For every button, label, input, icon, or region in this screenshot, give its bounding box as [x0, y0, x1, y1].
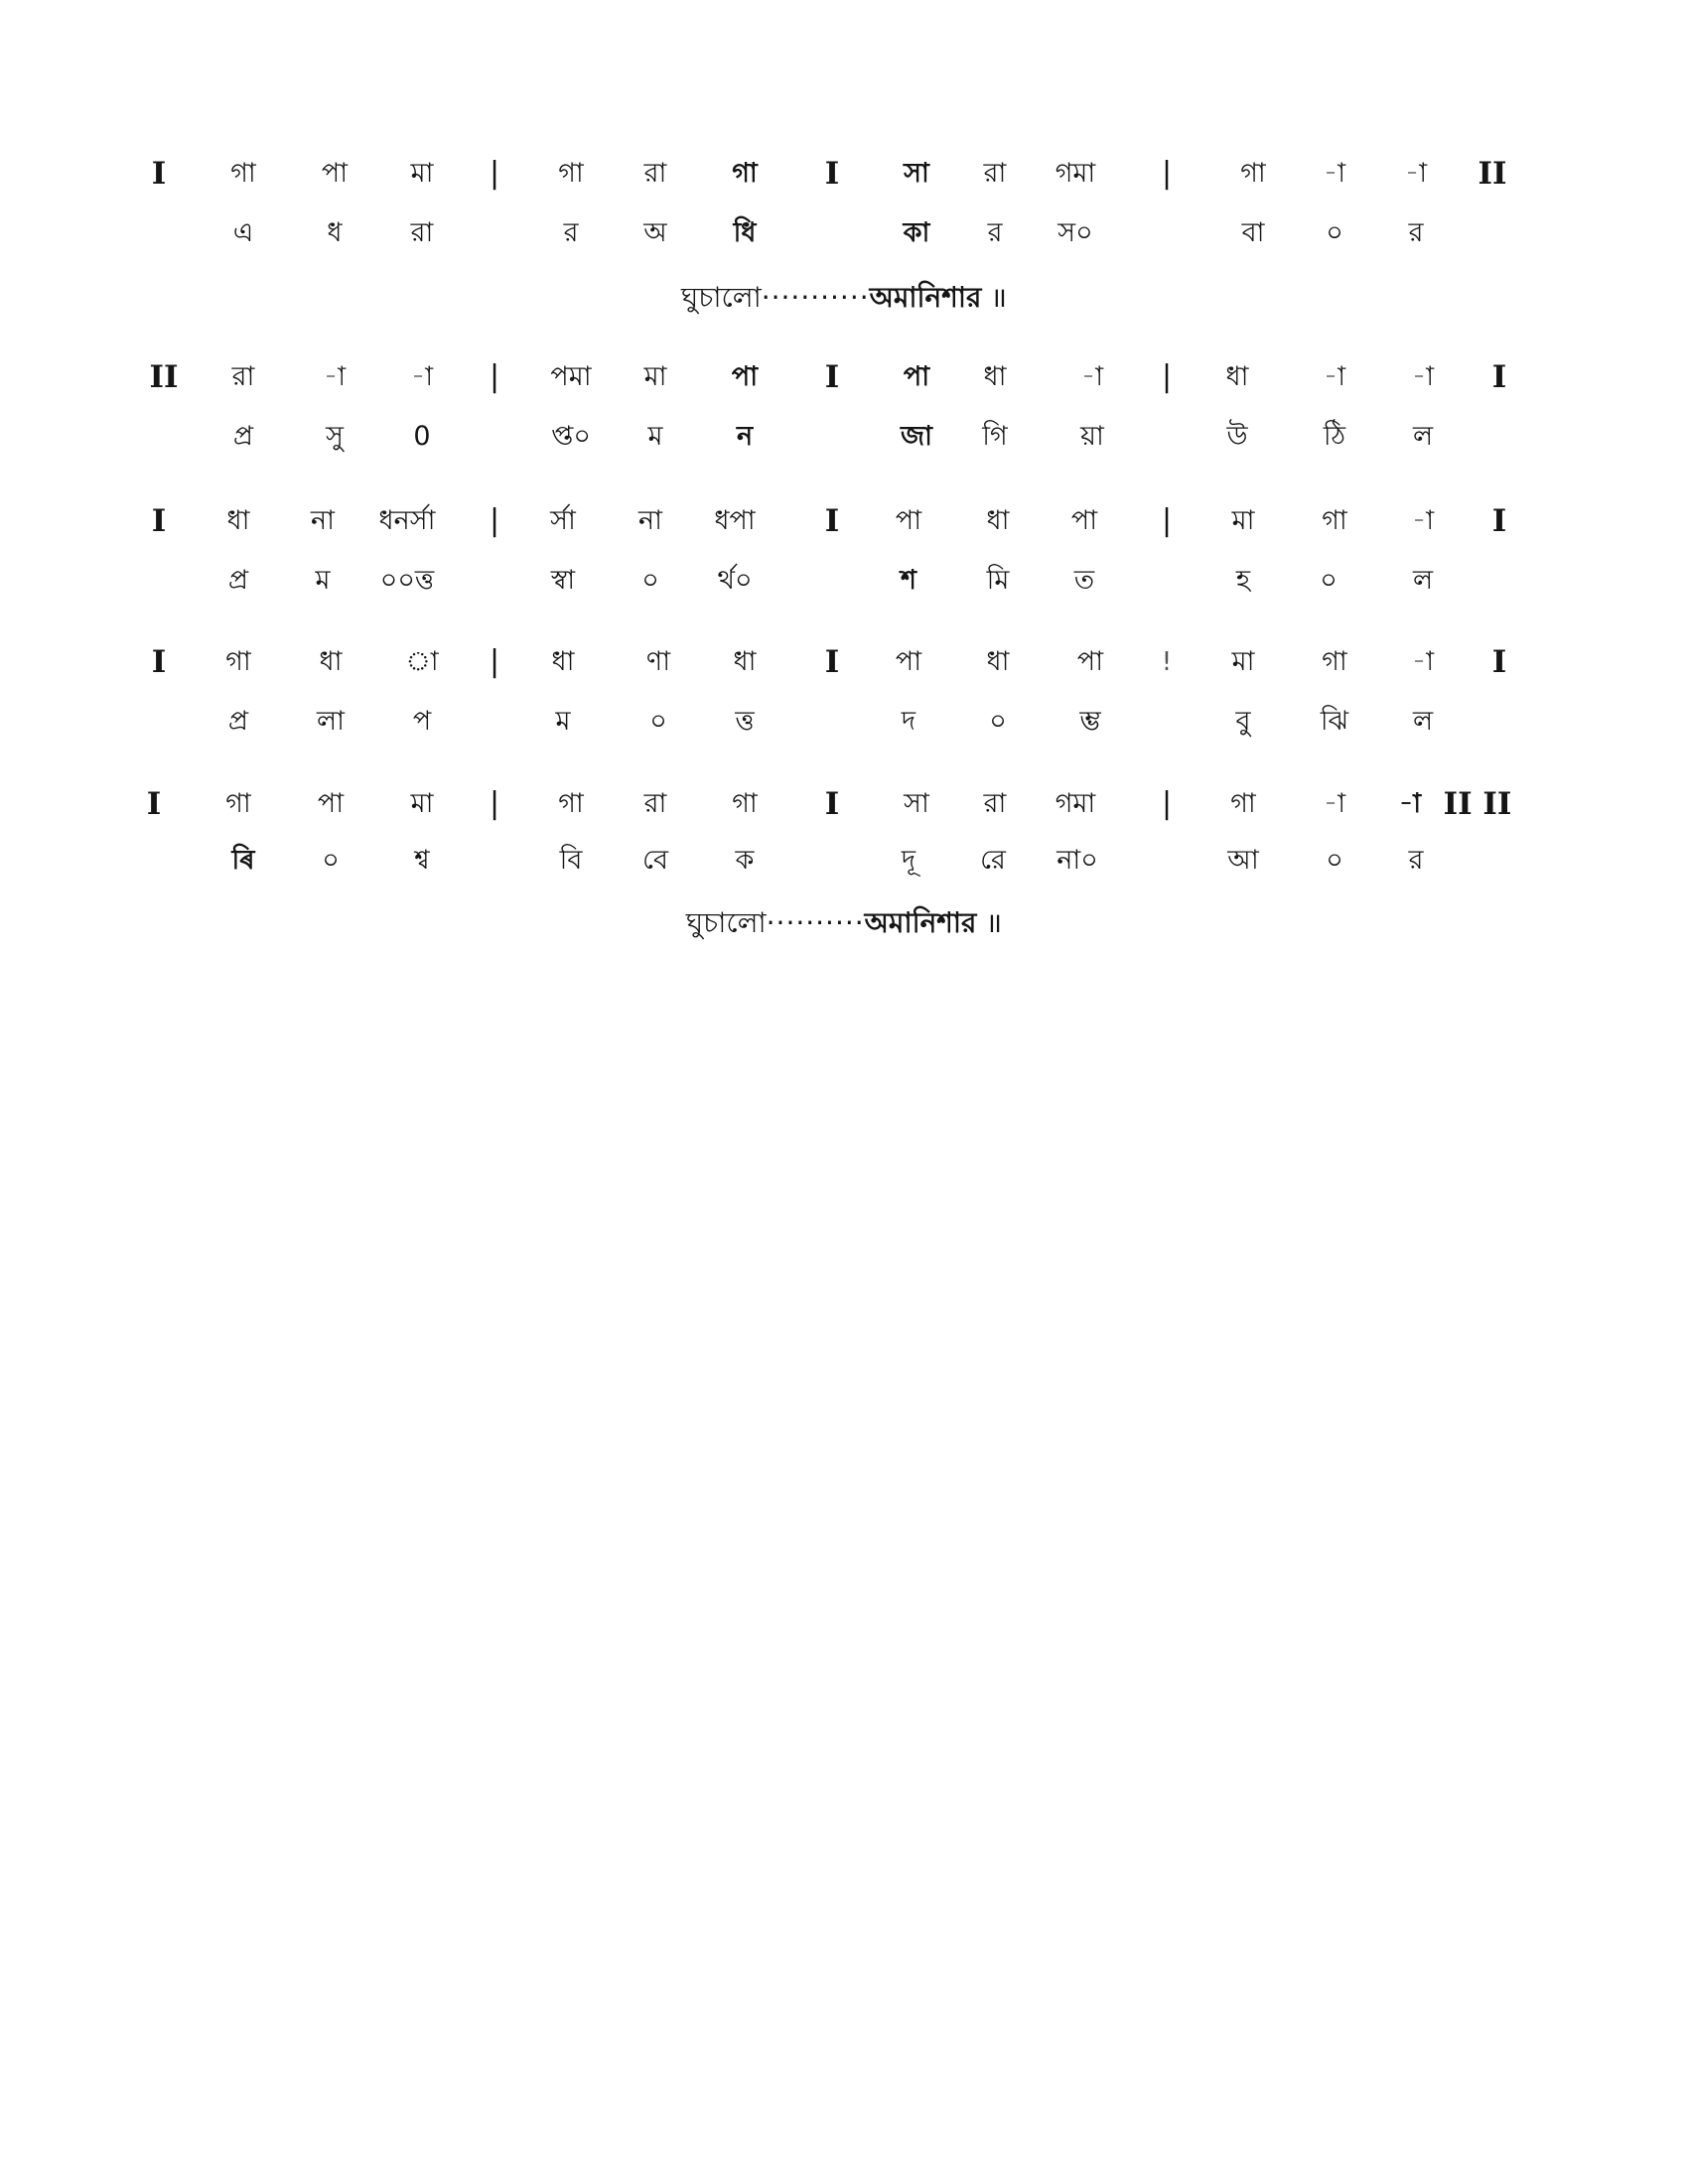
swara-note: পা	[731, 361, 759, 392]
swara-note: মা	[1231, 505, 1255, 536]
lyric-syllable: প্র	[232, 421, 254, 452]
swara-note: গা	[1230, 788, 1256, 819]
beat-bar: |	[489, 359, 500, 394]
lyric-syllable: মি	[986, 565, 1010, 596]
swara-note: ধপা	[714, 505, 756, 536]
lyric-syllable: সু	[326, 421, 344, 452]
swara-note: -া	[1323, 788, 1346, 819]
swara-note: পা	[321, 158, 349, 189]
refrain-left: ঘুচালো	[685, 906, 767, 939]
swara-note: মা	[643, 361, 667, 392]
lyric-syllable: র	[1408, 845, 1424, 876]
swara-note: গা	[1322, 646, 1347, 677]
swara-note: -া	[1398, 788, 1422, 819]
lyric-syllable: প	[412, 706, 432, 737]
swara-note: র্সা	[550, 505, 576, 536]
lyric-syllable: ত্ত	[735, 706, 755, 737]
lyric-syllable: ম	[555, 706, 571, 737]
end-bar: I	[1491, 359, 1507, 395]
lyric-syllable: ০	[649, 706, 667, 737]
lyric-syllable: য়া	[1080, 421, 1104, 452]
lyric-syllable: র	[1408, 217, 1424, 248]
swara-note: রা	[983, 788, 1007, 819]
refrain-end-mark: ॥	[985, 906, 1003, 939]
refrain-line	[0, 898, 1688, 948]
swara-note: পা	[895, 646, 922, 677]
lyric-syllable: দ	[901, 706, 916, 737]
swara-note: ধা	[319, 646, 343, 677]
lyric-syllable: ঠি	[1323, 421, 1346, 452]
lyric-syllable: বু	[1235, 706, 1251, 737]
lyric-syllable: ল	[1412, 706, 1434, 737]
start-bar: II	[149, 359, 179, 395]
lyric-syllable: অ	[643, 217, 667, 248]
lyric-syllable: লা	[317, 706, 345, 737]
refrain-line	[0, 273, 1688, 323]
lyric-syllable: ০০ত্ত	[379, 565, 435, 596]
lyric-syllable: শ্ব	[414, 845, 430, 876]
lyric-row	[0, 697, 1688, 747]
section-bar: I	[824, 644, 840, 680]
swara-note: গা	[1240, 158, 1266, 189]
lyric-syllable: উ	[1226, 421, 1248, 452]
lyric-syllable: রা	[410, 217, 434, 248]
swara-note: রা	[231, 361, 255, 392]
swara-note: রা	[643, 788, 667, 819]
swara-note: -া	[410, 361, 434, 392]
swara-note: গা	[1322, 505, 1347, 536]
start-bar: I	[151, 156, 167, 192]
lyric-syllable: ০	[322, 845, 340, 876]
lyric-syllable: ম	[315, 565, 331, 596]
swara-note: ণা	[645, 646, 671, 677]
swara-note: ধা	[986, 646, 1010, 677]
lyric-syllable: ০	[1326, 845, 1343, 876]
swara-row	[0, 496, 1688, 546]
refrain-end-mark: ॥	[990, 281, 1008, 314]
lyric-syllable: র্থ০	[717, 565, 753, 596]
section-bar: I	[824, 359, 840, 395]
start-bar: I	[151, 503, 167, 539]
lyric-syllable: শ	[901, 565, 916, 596]
swara-row	[0, 779, 1688, 829]
lyric-syllable: ক	[735, 845, 755, 876]
refrain-left: ঘুচালো	[680, 281, 762, 314]
lyric-syllable: ম্ভ	[1079, 706, 1101, 737]
swara-note: পা	[1076, 646, 1104, 677]
lyric-syllable: ম	[647, 421, 663, 452]
start-bar: I	[151, 644, 167, 680]
swara-note: গা	[732, 158, 758, 189]
lyric-syllable: স্বা	[550, 565, 576, 596]
swara-note: -া	[1323, 361, 1346, 392]
swara-note: মা	[410, 788, 434, 819]
lyric-syllable: আ	[1227, 845, 1259, 876]
lyric-syllable: রে	[980, 845, 1006, 876]
lyric-syllable: বা	[1241, 217, 1265, 248]
swara-note: না	[638, 505, 662, 536]
swara-row	[0, 149, 1688, 199]
section-bar: I	[824, 156, 840, 192]
swara-note: -া	[323, 361, 347, 392]
beat-bar: |	[1161, 786, 1173, 821]
beat-bar: |	[489, 156, 500, 191]
lyric-syllable: ধি	[733, 217, 757, 248]
lyric-syllable: ০	[989, 706, 1007, 737]
swara-note: পা	[1070, 505, 1098, 536]
swara-note: গা	[230, 158, 256, 189]
beat-bar: |	[489, 786, 500, 821]
lyric-syllable: বি	[559, 845, 583, 876]
lyric-syllable: প্র	[227, 565, 249, 596]
section-bar: I	[824, 503, 840, 539]
swara-note: গা	[558, 158, 584, 189]
swara-note: গমা	[1055, 788, 1096, 819]
lyric-row	[0, 208, 1688, 258]
lyric-syllable: না০	[1056, 845, 1098, 876]
start-bar: I	[146, 786, 162, 822]
swara-note: সা	[904, 158, 929, 189]
refrain-right: অমানিশার	[869, 281, 982, 314]
lyric-syllable: ৰি	[231, 845, 255, 876]
lyric-row	[0, 556, 1688, 606]
swara-note: -া	[1323, 158, 1346, 189]
swara-note: মা	[1231, 646, 1255, 677]
lyric-row	[0, 412, 1688, 462]
swara-note: গা	[558, 788, 584, 819]
swara-note: পা	[317, 788, 345, 819]
swara-note: ধা	[551, 646, 575, 677]
lyric-syllable: গি	[982, 421, 1008, 452]
lyric-syllable: ধ	[327, 217, 343, 248]
lyric-syllable: প্র	[227, 706, 249, 737]
lyric-syllable: ল	[1412, 421, 1434, 452]
swara-note: ধনর্সা	[378, 505, 436, 536]
swara-row	[0, 637, 1688, 687]
swara-note: গমা	[1055, 158, 1096, 189]
swara-note: -া	[1080, 361, 1104, 392]
beat-bar: |	[489, 644, 500, 679]
swara-note: ধা	[986, 505, 1010, 536]
beat-bar: !	[1161, 647, 1173, 677]
swara-note: পা	[903, 361, 930, 392]
beat-bar: |	[1161, 503, 1173, 538]
swara-note: া	[405, 646, 439, 677]
swara-note: রা	[643, 158, 667, 189]
lyric-syllable: ০	[1320, 565, 1337, 596]
lyric-syllable: ত	[1073, 565, 1095, 596]
swara-note: না	[311, 505, 335, 536]
lyric-syllable: জা	[901, 421, 932, 452]
swara-note: ধা	[226, 505, 250, 536]
end-bar: I	[1491, 644, 1507, 680]
lyric-row	[0, 836, 1688, 886]
lyric-syllable: ০	[641, 565, 659, 596]
swara-row	[0, 352, 1688, 402]
end-bar: II II	[1443, 786, 1512, 822]
swara-note: -া	[1411, 505, 1435, 536]
swara-note: গা	[732, 788, 758, 819]
lyric-syllable: দূ	[901, 845, 916, 876]
beat-bar: |	[1161, 156, 1173, 191]
lyric-syllable: র	[563, 217, 579, 248]
section-bar: I	[824, 786, 840, 822]
beat-bar: |	[489, 503, 500, 538]
swara-note: ধা	[733, 646, 757, 677]
lyric-syllable: র	[987, 217, 1003, 248]
beat-bar: |	[1161, 359, 1173, 394]
lyric-syllable: ০	[1326, 217, 1343, 248]
swara-note: -া	[1411, 361, 1435, 392]
lyric-syllable: 0	[413, 421, 431, 452]
swara-note: গা	[225, 646, 251, 677]
swara-note: মা	[410, 158, 434, 189]
lyric-syllable: এ	[232, 217, 254, 248]
swara-note: সা	[904, 788, 929, 819]
swara-note: পা	[895, 505, 922, 536]
swara-note: -া	[1404, 158, 1428, 189]
end-bar: I	[1491, 503, 1507, 539]
lyric-syllable: ল	[1412, 565, 1434, 596]
lyric-syllable: স০	[1057, 217, 1093, 248]
end-bar: II	[1477, 156, 1507, 192]
swara-note: পমা	[550, 361, 592, 392]
refrain-dots: ···········	[761, 281, 870, 314]
refrain-dots: ··········	[766, 906, 865, 939]
swara-note: ধা	[983, 361, 1007, 392]
swara-note: রা	[983, 158, 1007, 189]
lyric-syllable: ন	[736, 421, 754, 452]
swara-note: ধা	[1225, 361, 1249, 392]
lyric-syllable: ঝি	[1320, 706, 1349, 737]
swara-note: -া	[1411, 646, 1435, 677]
lyric-syllable: কা	[903, 217, 930, 248]
lyric-syllable: হ	[1235, 565, 1251, 596]
refrain-right: অমানিশার	[864, 906, 977, 939]
lyric-syllable: প্ত০	[551, 421, 591, 452]
lyric-syllable: বে	[642, 845, 668, 876]
swara-note: গা	[225, 788, 251, 819]
